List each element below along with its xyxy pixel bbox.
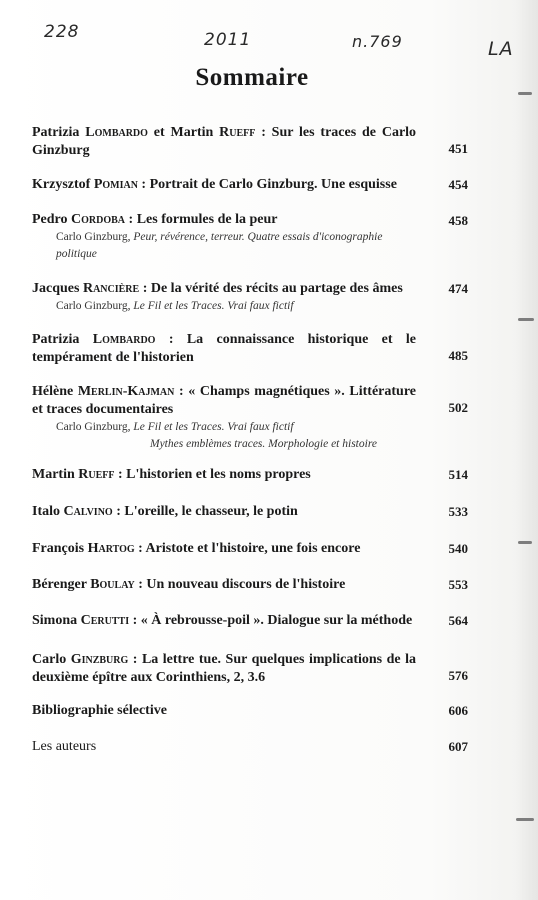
- toc-entry: [32, 612, 468, 630]
- author-last: Rueff: [78, 467, 115, 482]
- toc-entry: [32, 540, 468, 558]
- edge-mark: [518, 541, 532, 544]
- toc-entry: [32, 383, 468, 453]
- author-last: Calvino: [63, 504, 113, 519]
- page-edge-shadow: [516, 0, 538, 900]
- connector: et: [153, 125, 165, 140]
- page-number: 576: [448, 668, 468, 683]
- toc-entry: [32, 466, 468, 484]
- page-number: 514: [448, 467, 468, 482]
- handwritten-note-right: n.769: [352, 32, 403, 51]
- entry-title: : L'historien et les noms propres: [117, 467, 311, 482]
- toc-entry-text: [32, 576, 468, 594]
- author-first: Martin: [32, 467, 75, 482]
- author-first: Jacques: [32, 281, 80, 296]
- toc-entry-text: Les auteurs: [32, 739, 97, 754]
- toc-entry: [32, 280, 468, 315]
- author-last: Ginzburg: [70, 652, 129, 667]
- toc-entry-text: [32, 331, 468, 367]
- page-number: 502: [448, 400, 468, 415]
- author-last: Rancière: [82, 281, 140, 296]
- edge-mark: [518, 318, 534, 321]
- toc-entry-text: [32, 211, 468, 229]
- author-last: Pomian: [93, 177, 138, 192]
- edge-mark: [518, 92, 532, 95]
- entry-title: : Un nouveau discours de l'histoire: [138, 577, 346, 592]
- toc-entry-text: [32, 466, 468, 484]
- handwritten-note-center: 2011: [204, 30, 252, 50]
- author-first: Hélène: [32, 384, 74, 399]
- entry-title: : Aristote et l'histoire, une fois encore: [138, 541, 361, 556]
- toc-entry-text: [32, 540, 468, 558]
- entry-title: : Sur les traces de Carlo Ginzburg: [32, 125, 417, 158]
- reviewed-work: [32, 436, 468, 453]
- entry-title: : Portrait de Carlo Ginzburg. Une esquisse: [141, 177, 397, 192]
- page-number: 540: [448, 541, 468, 556]
- handwritten-note-corner: LA: [488, 38, 514, 60]
- page-number: 607: [448, 739, 468, 754]
- author-last: Boulay: [90, 577, 135, 592]
- toc-entry-text: [32, 280, 468, 298]
- author-first: Bérenger: [32, 577, 87, 592]
- reviewed-title: Mythes emblèmes traces. Morphologie et histoire: [150, 438, 377, 450]
- toc-entry: [32, 651, 468, 687]
- page-number: 485: [448, 348, 468, 363]
- toc-entry: [32, 176, 468, 194]
- reviewed-author: Carlo Ginzburg,: [56, 421, 131, 433]
- author-first: François: [32, 541, 85, 556]
- entry-title: : Les formules de la peur: [128, 212, 278, 227]
- page-number: 454: [448, 177, 468, 192]
- page-number: 451: [448, 141, 468, 156]
- author-last: Cordoba: [71, 212, 126, 227]
- page-number: 564: [448, 613, 468, 628]
- reviewed-author: Carlo Ginzburg,: [56, 300, 131, 312]
- toc-entry-text: [32, 176, 468, 194]
- reviewed-work: [32, 419, 468, 436]
- toc-entry: [32, 211, 468, 263]
- entry-title: : L'oreille, le chasseur, le potin: [116, 504, 298, 519]
- entry-title: : « Champs magnétiques ». Littérature et traces documentaires: [32, 384, 417, 417]
- toc-entry-text: [32, 124, 468, 160]
- toc-entry-text: [32, 612, 468, 630]
- toc-entry: [32, 702, 468, 720]
- entry-title: : « À rebrousse-poil ». Dialogue sur la méthode: [132, 613, 413, 628]
- author-first: Patrizia: [32, 125, 80, 140]
- author-first: Carlo: [32, 652, 67, 667]
- reviewed-work: [32, 298, 468, 315]
- entry-title: : La connaissance historique et le tempérament de l'historien: [32, 332, 417, 365]
- reviewed-title: Le Fil et les Traces. Vrai faux fictif: [133, 421, 294, 433]
- toc-entry: [32, 738, 468, 756]
- edge-mark: [516, 818, 534, 821]
- toc-entry: [32, 124, 468, 160]
- page-number: 553: [448, 577, 468, 592]
- toc-entry: [32, 503, 468, 521]
- entry-title: : La lettre tue. Sur quelques implications de la deuxième épître aux Corinthiens, 2, 3.6: [32, 652, 416, 685]
- author-last: Hartog: [87, 541, 135, 556]
- author-last: Rueff: [219, 125, 256, 140]
- author-first: Martin: [170, 125, 214, 140]
- toc-entry-text: Bibliographie sélective: [32, 703, 167, 718]
- author-first: Pedro: [32, 212, 68, 227]
- toc-entry: [32, 331, 468, 367]
- entry-title: : De la vérité des récits au partage des âmes: [142, 281, 403, 296]
- toc-entry: [32, 576, 468, 594]
- page-title: Sommaire: [195, 64, 309, 91]
- reviewed-title: Le Fil et les Traces. Vrai faux fictif: [133, 300, 294, 312]
- author-first: Krzysztof: [32, 177, 91, 192]
- author-first: Patrizia: [32, 332, 80, 347]
- reviewed-work: [32, 229, 468, 263]
- handwritten-note-left: 228: [44, 22, 80, 42]
- toc-entry-text: [32, 383, 468, 419]
- toc-entry-text: [32, 503, 468, 521]
- page-number: 474: [448, 281, 468, 296]
- page-number: 533: [448, 504, 468, 519]
- reviewed-author: Carlo Ginzburg,: [56, 231, 131, 243]
- page-number: 458: [448, 213, 468, 228]
- page-number: 606: [448, 703, 468, 718]
- author-first: Simona: [32, 613, 78, 628]
- author-last: Lombardo: [92, 332, 156, 347]
- toc-entry-text: [32, 651, 468, 687]
- reviewed-title: Peur, révérence, terreur. Quatre essais d'iconographie politique: [56, 231, 383, 260]
- author-last: Merlin-Kajman: [77, 384, 175, 399]
- author-last: Cerutti: [80, 613, 130, 628]
- author-first: Italo: [32, 504, 60, 519]
- author-last: Lombardo: [85, 125, 148, 140]
